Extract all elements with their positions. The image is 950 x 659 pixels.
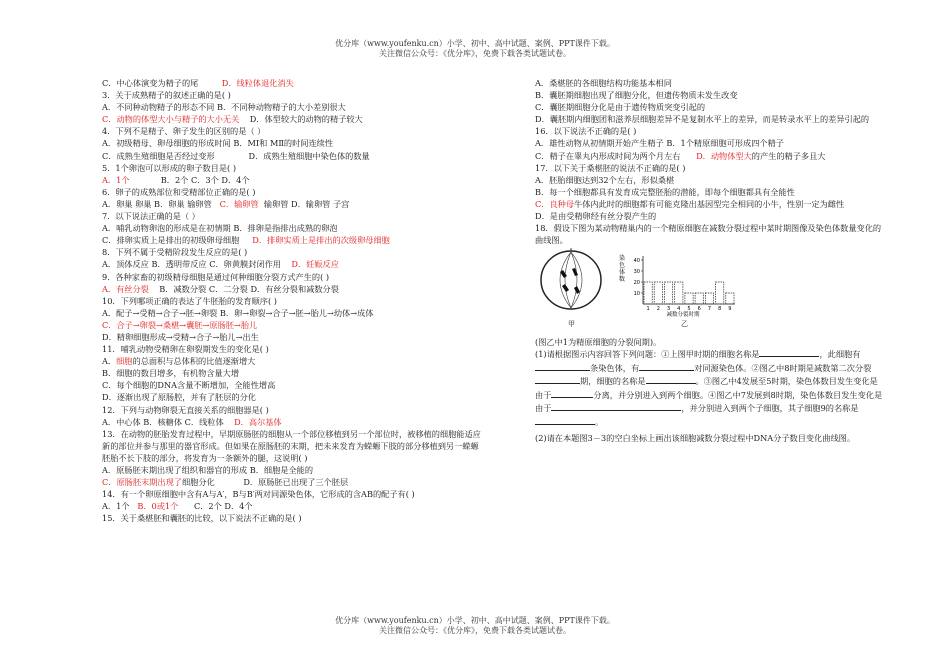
chart-xlabel: 减数分裂时期 [666,312,700,319]
text: D．成熟生殖细胞中染色体的数量 [248,150,370,161]
text: C．精子在睾丸内形成时间为两个月左右 [535,150,681,161]
q9-options [90,283,482,295]
highlight-text: D．动物体型大 [696,150,752,161]
q17-option-d: D．是由受精卵经有丝分裂产生的 [535,211,657,222]
q11-option-d: D．逐渐出现了原肠腔，并有了胚层的分化 [102,392,256,403]
chromosome-chart-yi [615,246,745,318]
chart-ylabel-char: 染 [619,255,626,263]
chart-bar [644,282,652,304]
cell-diagram-jia [535,248,607,318]
cell-membrane [541,251,601,309]
label-jia: 甲 [568,320,575,329]
text: B．2个 C．3个 D．4个 [160,174,250,185]
q17-option-b: B．每一个细胞都具有发育成完整胚胎的潜能，即每个细胞都具有全能性 [535,186,795,197]
question-5: 5．1个卵泡可以形成的卵子数目是( ) [102,162,237,173]
highlight-text: C．原肠胚末期出现了 [102,477,182,488]
text: 的总面积与总体积的比值逐渐增大 [132,356,256,367]
text: A．顶体反应 B．透明带反应 C．卵黄膜封闭作用 [102,259,281,270]
chart-bar [675,282,683,304]
text: C．排卵实质上是排出的初级卵母细胞 [102,235,240,246]
q10-options-ab: A．配子→受精→合子→胚→卵裂 B．卵→卵裂→合子→胚→胎儿→幼体→成体 [102,307,374,318]
text: C．中心体演变为精子的尾 [102,78,199,88]
question-14: 14．有一个卵原细胞中含有A与A′，B与B′两对同源染色体，它形成的含AB的配子有( ) [102,489,415,500]
answer-blank[interactable] [551,389,593,398]
q10-option-d: D．精卵细胞形成→受精→合子→胎儿→出生 [102,331,259,342]
chart-bar [705,293,713,304]
chart-ticks [634,258,643,297]
q7-options-cd [90,234,482,246]
x-tick-label: 3 [666,306,671,313]
text: 期，细胞的名称是 [580,376,646,387]
highlight-text: D．高尔基体 [234,416,282,427]
text: 分离，并分别进入到两个细胞。④图乙中7发展到8时期，染色体数目发生变化是由于 [535,389,883,414]
q2-options-cd [90,77,482,89]
text: A．卵巢 卵巢 B．卵巢 输卵管 [102,198,212,209]
page-header [0,39,950,59]
answer-blank[interactable] [551,402,681,411]
figure-area [523,246,885,329]
q4-options-cd [90,150,482,162]
highlight-text: D．排卵实质上是排出的次级卵母细胞 [252,235,390,246]
chart-bar [716,282,724,304]
x-tick-label: 4 [677,306,681,313]
highlight-text: D．线粒体退化消失 [221,78,294,88]
text: (1)请根据图示内容回答下列问题：①上图甲时期的细胞名称是 [535,349,760,360]
figure-note: (图乙中1为精原细胞的分裂间期)。 [535,337,662,348]
y-tick-label: 30 [633,269,640,276]
x-tick-label: 9 [728,306,732,313]
q15-option-d: D．囊胚期内细胞团和滋养层细胞差异不是复制水平上的差异，而是转录水平上的差异引起的 [535,114,870,125]
q15-option-c: C．囊胚期细胞分化是由于遗传物质突变引起的 [535,102,706,113]
q17-option-a: A．胚胎细胞达到32个左右，形似桑椹 [535,174,675,185]
chart-ylabel-char: 色 [619,262,626,270]
page-footer [0,616,950,636]
chart-ylabel-char: 数 [619,276,626,284]
answer-blank[interactable] [646,375,696,384]
question-7: 7．以下说法正确的是（ ） [102,211,200,222]
q14-options [90,500,482,512]
text: B．减数分裂 C．二分裂 D．有丝分裂和减数分裂 [159,283,339,294]
text: A．1个 [102,501,130,512]
answer-blank[interactable] [535,416,595,425]
answer-blank[interactable] [535,362,590,371]
text: A．中心体 B．核糖体 C．线粒体 [102,416,224,427]
chart-bar [695,293,703,304]
question-11: 11．哺乳动物受精卵在卵裂期发生的变化是( ) [102,344,269,355]
question-13: 13．在动物的胚胎发育过程中，早期原肠胚的细胞从一个部位移植到另一个部位时，被移植的细胞能适应新的部位并参与那里的器官形成。但如果在原肠胚的末期，把未来发育为蝾螈下肢的部分移植到另一蝾螈胚胎不长下肢的部分，将发育为一条额外的腿，这说明( ) [102,428,481,463]
text: 条染色体，有 [590,362,640,373]
q15-option-a: A．桑椹胚的各细胞结构功能基本相同 [535,78,672,88]
q11-option-a [90,355,482,367]
q8-options [90,258,482,270]
answer-blank[interactable] [535,375,580,384]
header-line-2: 关注微信公众号：《优分库》，免费下载各类试题试卷。 [379,49,571,58]
question-9: 9．各种家畜的初级精母细胞是通过何种细胞分裂方式产生的( ) [102,271,330,282]
text: D．体型较大的动物的精子较大 [249,114,363,125]
text: C．成熟生殖细胞是否经过变形 [102,150,215,161]
part-2-paragraph: (2)请在本题图3－3的空白坐标上画出该细胞减数分裂过程中DNA分子数目变化曲线图。 [535,433,856,444]
text: 的产生的精子多且大 [751,150,826,161]
text: ，此细胞有 [819,349,861,360]
question-16: 16．以下说法不正确的是( ) [535,126,637,137]
chart-bar [685,293,693,304]
footer-line-1: 优分库（www.youfenku.cn）小学、初中、高中试题、案例、PPT课件下载。 [335,616,615,625]
answer-blank[interactable] [639,362,694,371]
question-10: 10．下列哪项正确的表达了牛胚胎的发育顺序( ) [102,295,277,306]
chart-ylabel-char: 体 [619,269,626,277]
text: 牛体内此时的细胞都有可能克隆出基因型完全相同的小牛，性别一定为雌性 [574,198,845,209]
chart-axes [643,256,735,304]
footer-line-2: 关注微信公众号：《优分库》，免费下载各类试题试卷。 [379,626,571,635]
q11-option-b: B．细胞的数目增多，有机物含量大增 [102,368,240,379]
q7-options-ab: A．哺乳动物卵泡的形成是在初情期 B．排卵是指排出成熟的卵泡 [102,223,338,234]
chart-bar [726,293,734,304]
q3-options-cd [90,113,482,125]
q6-options [90,198,482,210]
q12-options [90,416,482,428]
x-tick-label: 5 [687,306,691,313]
q5-options [90,174,482,186]
question-6: 6．卵子的成熟部位和受精部位正确的是( ) [102,186,256,197]
text: 。 [595,416,604,427]
pole-mark: * [569,248,573,255]
highlight-text: A．1个 [102,174,130,185]
x-tick-label: 8 [718,306,722,313]
text: 对同源染色体。②图乙中8时期是减数第二次分裂 [694,362,872,373]
question-4: 4．下列不是精子、卵子发生的区别的是（ ） [102,126,266,137]
q16-options-ab: A．雄性动物从初情期开始产生精子 B．1个精原细胞可形成四个精子 [535,138,784,149]
highlight-text: C．良种母 [535,198,575,209]
spindle-fibers [560,252,582,308]
highlight-text: 细胞 [116,356,133,367]
q3-options-ab: A．不同种动物精子的形态不同 B．不同种动物精子的大小差别很大 [102,102,346,113]
text: 细胞分化 [181,477,215,488]
label-yi: 乙 [681,320,688,329]
chart-bars [644,282,734,312]
x-tick-label: 6 [697,306,701,313]
q4-options-ab: A．初级精母、卵母细胞的形成时间 B．MⅠ和 MⅡ的时间连续性 [102,138,334,149]
text: 输卵管 D．输卵管 子宫 [263,198,350,209]
highlight-text: C．动物的体型大小与精子的大小无关 [102,114,240,125]
question-18: 18．假设下图为某动物精巢内的一个精原细胞在减数分裂过程中某时期图像及染色体数量变化的曲线图。 [535,223,882,246]
question-12: 12．下列与动物卵裂无直接关系的细胞器是( ) [102,404,269,415]
text: 。③图乙中4发展至5时期，染色体数目发生变化是由于 [535,376,878,400]
x-tick-label: 7 [707,306,712,313]
q17-option-c [523,198,885,210]
x-tick-label: 1 [646,306,650,313]
q11-option-c: C．每个细胞的DNA含量不断增加，全能性增高 [102,380,276,391]
text: A． [102,356,117,367]
chart-bar [664,282,672,304]
header-line-1: 优分库（www.youfenku.cn）小学、初中、高中试题、案例、PPT课件下载。 [335,39,615,48]
y-tick-label: 40 [633,258,640,265]
text: C．2个 D．4个 [193,501,253,512]
text: D．原肠胚已出现了三个胚层 [243,477,349,488]
question-15: 15．关于桑椹胚和囊胚的比较，以下说法不正确的是( ) [102,513,302,524]
highlight-text: D．妊娠反应 [291,259,339,270]
q16-options-cd [523,150,885,162]
highlight-text: C．输卵管 [219,198,259,209]
part-1-paragraph [523,348,885,429]
q13-options-cd [90,476,482,488]
chart-bar [654,282,662,304]
question-17: 17．以下关于桑椹胚的说法不正确的是( ) [535,162,686,173]
answer-blank[interactable] [759,348,819,357]
question-8: 8．下列不属于受精阶段发生反应的是( ) [102,247,248,258]
q10-option-c: C．合子→卵裂→桑椹→囊胚→原肠胚→胎儿 [102,319,258,330]
highlight-text: B．0或1个 [137,501,179,512]
q13-options-ab: A．原肠胚末期出现了组织和器官的形成 B．细胞是全能的 [102,465,314,475]
right-column [523,77,885,445]
y-tick-label: 10 [633,291,640,298]
q15-option-b: B．囊胚期细胞出现了细胞分化，但遗传物质未发生改变 [535,90,738,101]
y-tick-label: 20 [633,280,640,287]
x-tick-label: 2 [656,306,660,313]
text: ，并分别进入到两个子细胞，其子细胞9的名称是 [681,403,859,414]
left-column [90,77,482,524]
question-3: 3．关于成熟精子的叙述正确的是( ) [102,90,231,101]
highlight-text: A．有丝分裂 [102,283,149,294]
